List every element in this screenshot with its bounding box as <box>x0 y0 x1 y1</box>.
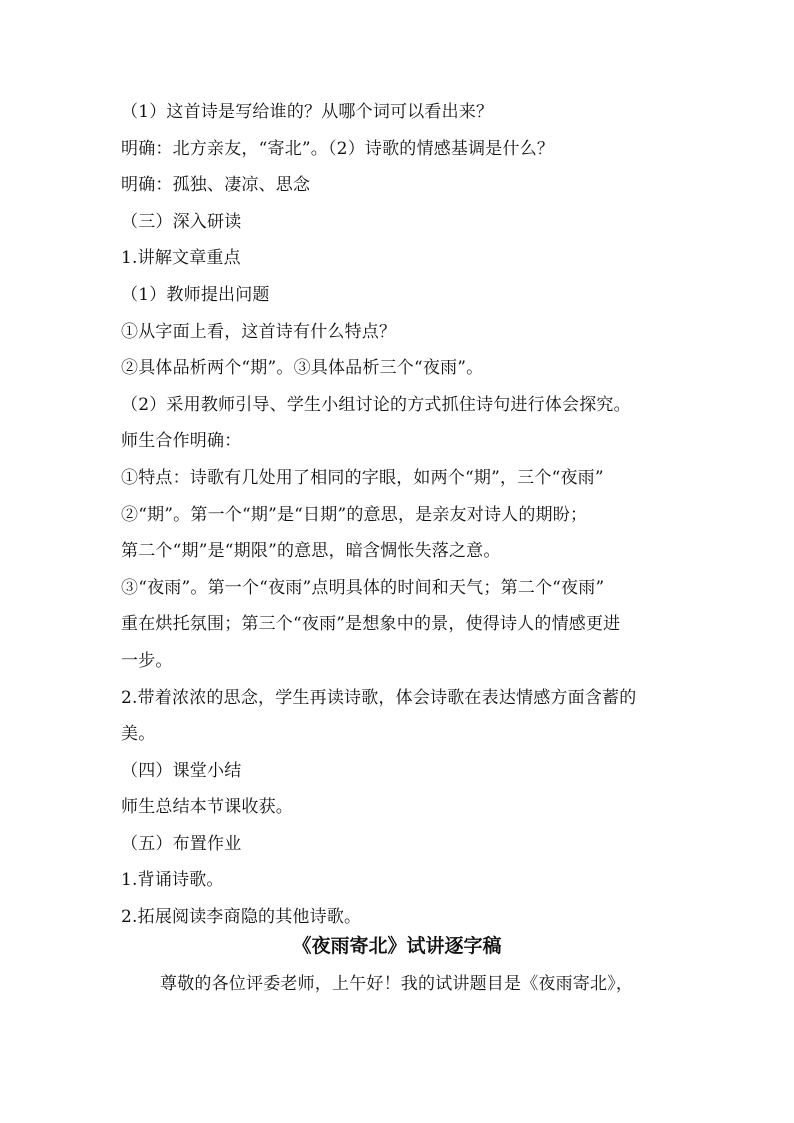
text-line: 师生合作明确： <box>121 431 242 452</box>
text-line: 一步。 <box>121 650 173 671</box>
text-line: 明确：北方亲友，“寄北”。（2）诗歌的情感基调是什么？ <box>121 138 555 159</box>
text-line: 师生总结本节课收获。 <box>121 797 293 818</box>
text-line: ②具体品析两个“期”。③具体品析三个“夜雨”。 <box>121 358 484 379</box>
text-line: ①特点：诗歌有几处用了相同的字眼，如两个“期”，三个“夜雨” <box>121 467 604 488</box>
text-line: 1.讲解文章重点 <box>121 248 241 269</box>
section-heading: （四）课堂小结 <box>121 760 242 781</box>
text-line: 2.带着浓浓的思念，学生再读诗歌，体会诗歌在表达情感方面含蓄的 <box>121 687 637 708</box>
section-heading: （三）深入研读 <box>121 211 242 232</box>
text-line: ①从字面上看，这首诗有什么特点？ <box>121 321 397 342</box>
text-line: ②“期”。第一个“期”是“日期”的意思，是亲友对诗人的期盼； <box>121 504 588 525</box>
text-line: 美。 <box>121 724 156 745</box>
intro-paragraph: 尊敬的各位评委老师，上午好！我的试讲题目是《夜雨寄北》， <box>160 974 634 994</box>
document-title: 《夜雨寄北》试讲逐字稿 <box>292 935 502 957</box>
document-body <box>121 94 681 936</box>
text-line: （2）采用教师引导、学生小组讨论的方式抓住诗句进行体会探究。 <box>121 394 631 415</box>
text-line: 2.拓展阅读李商隐的其他诗歌。 <box>121 907 362 928</box>
text-line: （1）教师提出问题 <box>121 284 270 305</box>
text-line: ③“夜雨”。第一个“夜雨”点明具体的时间和天气；第二个“夜雨” <box>121 577 605 598</box>
text-line: 第二个“期”是“期限”的意思，暗含惆怅失落之意。 <box>121 541 501 562</box>
text-line: 1.背诵诗歌。 <box>121 870 224 891</box>
text-line: 明确：孤独、凄凉、思念 <box>121 175 311 196</box>
text-line: 重在烘托氛围；第三个“夜雨”是想象中的景，使得诗人的情感更进 <box>121 614 621 635</box>
text-line: （1）这首诗是写给谁的？从哪个词可以看出来？ <box>121 102 494 122</box>
section-heading: （五）布置作业 <box>121 833 242 854</box>
